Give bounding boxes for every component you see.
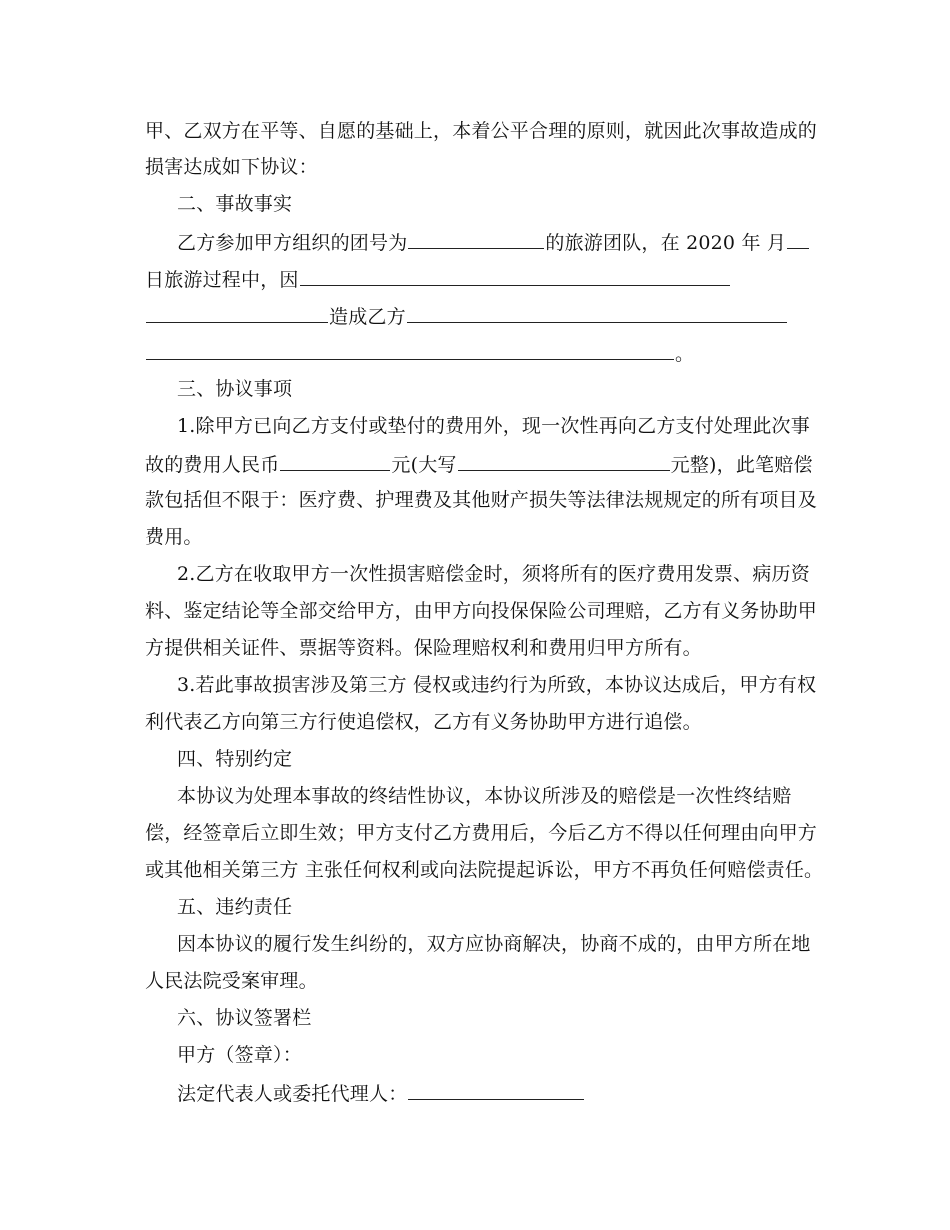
text-segment: 。 xyxy=(675,343,695,365)
intro-line-2: 损害达成如下协议： xyxy=(145,156,318,178)
representative-label: 法定代表人或委托代理人： xyxy=(177,1083,408,1105)
intro-line-1: 甲、乙双方在平等、自愿的基础上，本着公平合理的原则，就因此次事故造成的 xyxy=(145,120,818,142)
section-4-line-3: 或其他相关第三方 主张任何权利或向法院提起诉讼，甲方不再负任何赔偿责任。 xyxy=(145,859,824,881)
item-1-line-4: 费用。 xyxy=(145,526,203,548)
text-segment: 乙方参加甲方组织的团号为 xyxy=(177,232,408,254)
section-2-line-3 xyxy=(145,303,805,329)
item-2-line-3: 方提供相关证件、票据等资料。保险理赔权利和费用归甲方所有。 xyxy=(145,637,702,659)
item-1-line-3: 款包括但不限于：医疗费、护理费及其他财产损失等法律法规规定的所有项目及 xyxy=(145,489,818,511)
text-segment: 元整)，此笔赔偿 xyxy=(670,454,813,476)
representative-line xyxy=(177,1080,837,1106)
injury-blank-continued xyxy=(146,340,674,360)
cause-blank-continued xyxy=(146,303,328,323)
item-3-line-1: 3.若此事故损害涉及第三方 侵权或违约行为所致，本协议达成后，甲方有权 xyxy=(177,674,817,696)
item-3-line-2: 利代表乙方向第三方行使追偿权，乙方有义务协助甲方进行追偿。 xyxy=(145,711,702,733)
text-segment: 元(大写 xyxy=(391,454,457,476)
cause-blank xyxy=(300,266,730,286)
section-6-title: 六、协议签署栏 xyxy=(177,1007,312,1029)
representative-signature-blank xyxy=(408,1080,584,1100)
section-4-title: 四、特别约定 xyxy=(177,748,293,770)
text-segment: 年 月 xyxy=(741,232,787,254)
injury-blank xyxy=(407,303,787,323)
item-1-line-2 xyxy=(145,451,813,477)
section-4-line-2: 偿，经签章后立即生效；甲方支付乙方费用后，今后乙方不得以任何理由向甲方 xyxy=(145,822,818,844)
section-5-line-2: 人民法院受案审理。 xyxy=(145,970,318,992)
section-2-title: 二、事故事实 xyxy=(177,193,293,215)
section-3-title: 三、协议事项 xyxy=(177,378,293,400)
tour-group-number-blank xyxy=(408,229,544,249)
text-segment: 的旅游团队，在 xyxy=(545,232,680,254)
item-1-line-1: 1.除甲方已向乙方支付或垫付的费用外，现一次性再向乙方支付处理此次事 xyxy=(177,415,810,437)
item-2-line-1: 2.乙方在收取甲方一次性损害赔偿金时，须将所有的医疗费用发票、病历资 xyxy=(177,563,810,585)
text-segment: 造成乙方 xyxy=(329,306,406,328)
text-segment: 故的费用人民币 xyxy=(145,454,280,476)
section-2-line-1 xyxy=(177,229,837,255)
section-2-line-2 xyxy=(145,266,805,292)
section-2-line-4 xyxy=(145,340,805,366)
section-5-title: 五、违约责任 xyxy=(177,896,293,918)
text-segment: 日旅游过程中，因 xyxy=(145,269,299,291)
section-4-line-1: 本协议为处理本事故的终结性协议，本协议所涉及的赔偿是一次性终结赔 xyxy=(177,785,792,807)
section-5-line-1: 因本协议的履行发生纠纷的，双方应协商解决，协商不成的，由甲方所在地 xyxy=(177,933,811,955)
item-2-line-2: 料、鉴定结论等全部交给甲方，由甲方向投保保险公司理赔，乙方有义务协助甲 xyxy=(145,600,818,622)
month-blank xyxy=(787,229,809,249)
party-a-signature-label: 甲方（签章）： xyxy=(177,1044,302,1066)
amount-number-blank xyxy=(280,451,390,471)
amount-words-blank xyxy=(458,451,670,471)
year-value: 2020 xyxy=(686,232,736,254)
